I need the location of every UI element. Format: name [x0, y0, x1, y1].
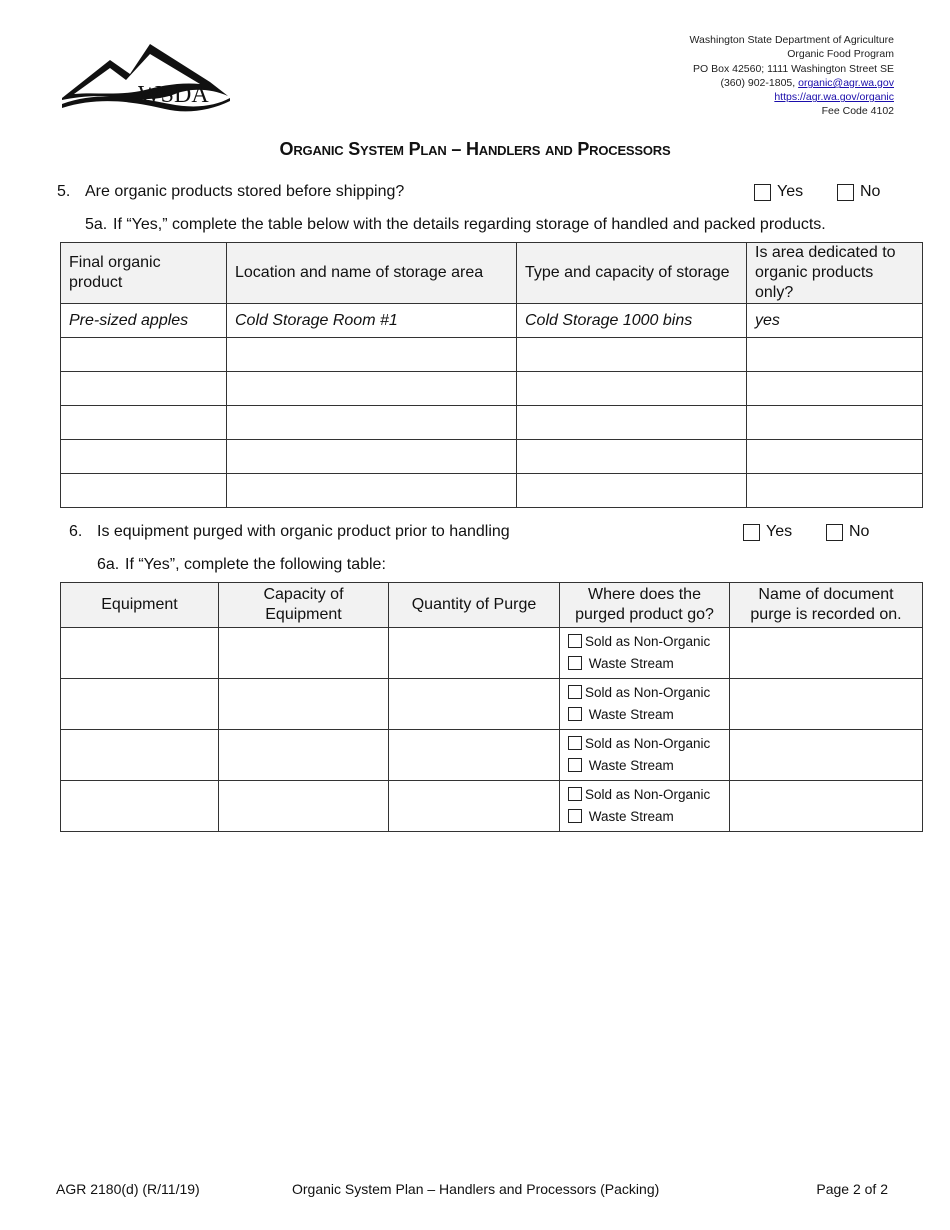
- table-cell[interactable]: [61, 440, 227, 474]
- question-5-no[interactable]: [837, 183, 880, 201]
- logo-text: WSDA: [138, 82, 209, 108]
- table-cell[interactable]: [517, 474, 747, 508]
- table-cell[interactable]: [730, 628, 923, 679]
- table-cell[interactable]: [61, 679, 219, 730]
- option-label: Sold as Non-Organic: [585, 634, 711, 649]
- table-cell[interactable]: [389, 730, 560, 781]
- page-number: Page 2 of 2: [816, 1181, 888, 1197]
- agency-contact-block: [690, 33, 894, 119]
- yes-checkbox[interactable]: [743, 524, 760, 541]
- question-5-yes[interactable]: [754, 183, 803, 201]
- question-5-text: Are organic products stored before shipping?: [85, 183, 405, 200]
- question-6-yes[interactable]: [743, 523, 792, 541]
- header-capacity: Capacity of Equipment: [219, 583, 389, 628]
- checkbox[interactable]: [568, 787, 582, 801]
- option-label: Waste Stream: [588, 809, 674, 824]
- table-cell[interactable]: [517, 406, 747, 440]
- fee-code: Fee Code 4102: [821, 105, 894, 118]
- table-cell[interactable]: [61, 406, 227, 440]
- table-cell[interactable]: [517, 372, 747, 406]
- example-type: Cold Storage 1000 bins: [517, 304, 747, 338]
- table-cell[interactable]: [227, 474, 517, 508]
- question-6a-number: 6a.: [97, 556, 120, 573]
- header-dedicated-area: Is area dedicated to organic products only?: [747, 243, 923, 304]
- table-cell[interactable]: [219, 781, 389, 832]
- table-cell[interactable]: [61, 338, 227, 372]
- table-cell[interactable]: [747, 474, 923, 508]
- option-label: Sold as Non-Organic: [585, 736, 711, 751]
- mailing-address: PO Box 42560; 1111 Washington Street SE: [693, 62, 894, 75]
- header-storage-type: Type and capacity of storage: [517, 243, 747, 304]
- table-cell[interactable]: [61, 628, 219, 679]
- table-cell[interactable]: [730, 781, 923, 832]
- form-id: AGR 2180(d) (R/11/19): [56, 1181, 200, 1197]
- table-cell[interactable]: [227, 372, 517, 406]
- table-cell[interactable]: [227, 440, 517, 474]
- option-label: Waste Stream: [588, 758, 674, 773]
- email-link[interactable]: organic@agr.wa.gov: [798, 76, 894, 89]
- question-5a: [85, 216, 826, 234]
- phone-email-line: [690, 76, 894, 90]
- option-label: Sold as Non-Organic: [585, 685, 711, 700]
- sold-non-organic-option[interactable]: [568, 784, 721, 806]
- header-storage-location: Location and name of storage area: [227, 243, 517, 304]
- no-label: No: [860, 183, 881, 200]
- table-cell[interactable]: [389, 679, 560, 730]
- wsda-logo: [60, 38, 232, 116]
- table-cell[interactable]: [747, 406, 923, 440]
- table-cell[interactable]: [747, 372, 923, 406]
- question-5-number: 5.: [57, 183, 71, 200]
- form-title: Organic System Plan – Handlers and Processors (Packing): [292, 1181, 660, 1197]
- storage-table: [60, 242, 923, 508]
- checkbox[interactable]: [568, 656, 582, 670]
- agency-name: Washington State Department of Agriculture: [689, 34, 894, 46]
- question-5a-number: 5a.: [85, 216, 108, 233]
- header-quantity: Quantity of Purge: [389, 583, 560, 628]
- table-cell[interactable]: [219, 679, 389, 730]
- table-cell[interactable]: [61, 730, 219, 781]
- table-row: [61, 679, 923, 730]
- page-title: Organic System Plan – Handlers and Processors: [279, 139, 671, 159]
- question-5a-text: If “Yes,” complete the table below with the details regarding storage of handled and packed products.: [113, 216, 826, 233]
- destination-options: [560, 679, 730, 730]
- table-row: [61, 474, 923, 508]
- table-row: [61, 730, 923, 781]
- checkbox[interactable]: [568, 736, 582, 750]
- table-cell[interactable]: [61, 372, 227, 406]
- yes-label: Yes: [766, 523, 793, 540]
- question-6-number: 6.: [69, 523, 83, 540]
- option-label: Sold as Non-Organic: [585, 787, 711, 802]
- table-row: [61, 406, 923, 440]
- yes-checkbox[interactable]: [754, 184, 771, 201]
- table-cell[interactable]: [61, 474, 227, 508]
- program-name: Organic Food Program: [787, 48, 894, 61]
- question-6: [69, 523, 510, 541]
- question-6-no[interactable]: [826, 523, 869, 541]
- question-6a: [97, 556, 386, 574]
- waste-stream-option[interactable]: [568, 704, 721, 726]
- checkbox[interactable]: [568, 809, 582, 823]
- destination-options: [560, 730, 730, 781]
- checkbox[interactable]: [568, 634, 582, 648]
- sold-non-organic-option[interactable]: [568, 682, 721, 704]
- table-cell[interactable]: [517, 440, 747, 474]
- question-6a-text: If “Yes”, complete the following table:: [125, 556, 386, 573]
- sold-non-organic-option[interactable]: [568, 733, 721, 755]
- table-row: [61, 372, 923, 406]
- destination-options: [560, 781, 730, 832]
- table-cell[interactable]: [227, 338, 517, 372]
- table-cell[interactable]: [730, 679, 923, 730]
- sold-non-organic-option[interactable]: [568, 631, 721, 653]
- header-document: Name of document purge is recorded on.: [730, 583, 923, 628]
- no-checkbox[interactable]: [826, 524, 843, 541]
- example-location: Cold Storage Room #1: [227, 304, 517, 338]
- checkbox[interactable]: [568, 685, 582, 699]
- option-label: Waste Stream: [588, 656, 674, 671]
- example-dedicated: yes: [747, 304, 923, 338]
- table-cell[interactable]: [219, 730, 389, 781]
- waste-stream-option[interactable]: [568, 755, 721, 777]
- table-header-row: [61, 243, 923, 304]
- checkbox[interactable]: [568, 707, 582, 721]
- table-cell[interactable]: [517, 338, 747, 372]
- destination-options: [560, 628, 730, 679]
- phone-number: (360) 902-1805,: [720, 76, 796, 89]
- no-checkbox[interactable]: [837, 184, 854, 201]
- example-row: [61, 304, 923, 338]
- table-cell[interactable]: [730, 730, 923, 781]
- table-row: [61, 338, 923, 372]
- table-cell[interactable]: [227, 406, 517, 440]
- yes-label: Yes: [777, 183, 804, 200]
- website-link[interactable]: https://agr.wa.gov/organic: [774, 91, 894, 104]
- question-5: [57, 183, 404, 201]
- question-6-text: Is equipment purged with organic product prior to handling: [97, 523, 510, 540]
- header-destination: Where does the purged product go?: [560, 583, 730, 628]
- table-row: [61, 628, 923, 679]
- purge-table: [60, 582, 923, 832]
- waste-stream-option[interactable]: [568, 653, 721, 675]
- header-final-product: Final organic product: [61, 243, 227, 304]
- table-cell[interactable]: [747, 440, 923, 474]
- table-cell[interactable]: [389, 628, 560, 679]
- waste-stream-option[interactable]: [568, 806, 721, 828]
- table-cell[interactable]: [747, 338, 923, 372]
- table-row: [61, 781, 923, 832]
- table-row: [61, 440, 923, 474]
- checkbox[interactable]: [568, 758, 582, 772]
- table-header-row: [61, 583, 923, 628]
- no-label: No: [849, 523, 870, 540]
- option-label: Waste Stream: [588, 707, 674, 722]
- example-product: Pre-sized apples: [61, 304, 227, 338]
- header-equipment: Equipment: [61, 583, 219, 628]
- table-cell[interactable]: [389, 781, 560, 832]
- table-cell[interactable]: [61, 781, 219, 832]
- table-cell[interactable]: [219, 628, 389, 679]
